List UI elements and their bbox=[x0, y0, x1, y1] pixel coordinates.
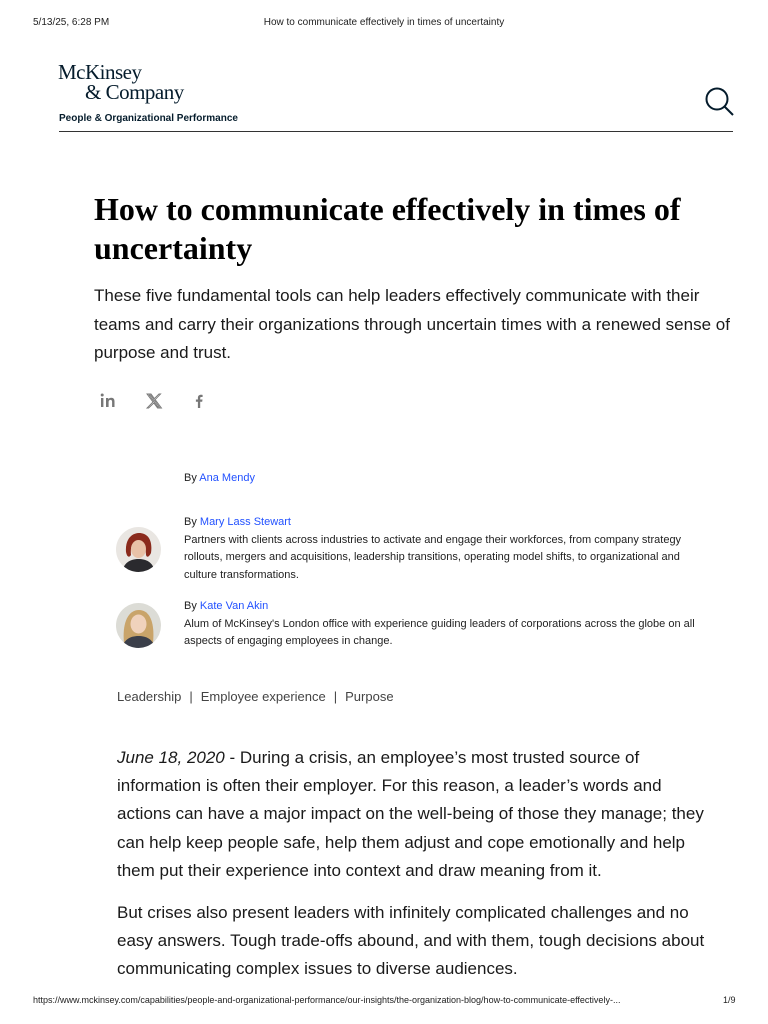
article-body bbox=[117, 744, 717, 998]
brand-logo[interactable] bbox=[58, 62, 184, 102]
search-icon bbox=[702, 85, 736, 119]
author-bio: Alum of McKinsey's London office with experience guiding leaders of corporations across the globe on all aspects of engaging employees in change. bbox=[184, 617, 695, 647]
print-url: https://www.mckinsey.com/capabilities/people-and-organizational-performance/our-insights/the-organization-blog/how-to-communicate-effectively-... bbox=[33, 995, 621, 1005]
facebook-icon bbox=[188, 390, 210, 412]
body-paragraph-2: But crises also present leaders with infinitely complicated challenges and no easy answers. Tough trade-offs abound, and with them, tough decisions about communicating complex issues to diverse audiences. bbox=[117, 903, 705, 979]
by-label: By bbox=[184, 516, 200, 528]
tag-employee-experience[interactable]: Employee experience bbox=[200, 689, 326, 704]
brand-logo-line2: & Company bbox=[85, 80, 184, 104]
article-subtitle: These five fundamental tools can help leaders effectively communicate with their teams and carry their organizations through uncertain times with a renewed sense of purpose and trust. bbox=[94, 286, 730, 362]
print-footer bbox=[0, 995, 768, 1007]
print-doc-title: How to communicate effectively in times of uncertainty bbox=[263, 17, 505, 28]
by-label: By bbox=[184, 472, 200, 484]
mary-lass-stewart-avatar bbox=[116, 527, 161, 572]
linkedin-icon bbox=[98, 390, 120, 412]
body-paragraph bbox=[117, 744, 717, 885]
topic-tags bbox=[117, 689, 394, 704]
author-ana-mendy bbox=[184, 470, 704, 488]
author-byline bbox=[184, 470, 704, 488]
author-byline bbox=[184, 514, 704, 532]
author-byline bbox=[184, 598, 704, 616]
avatar[interactable] bbox=[116, 527, 161, 572]
share-x-button[interactable] bbox=[143, 390, 165, 412]
article-title: How to communicate effectively in times of uncertainty bbox=[94, 191, 681, 266]
print-header bbox=[0, 17, 768, 29]
author-kate-van-akin bbox=[184, 598, 704, 651]
share-facebook-button[interactable] bbox=[188, 390, 210, 412]
x-icon bbox=[143, 390, 165, 412]
avatar[interactable] bbox=[116, 603, 161, 648]
by-label: By bbox=[184, 600, 200, 612]
print-datetime: 5/13/25, 6:28 PM bbox=[33, 17, 110, 28]
author-mary-lass-stewart bbox=[184, 514, 704, 584]
kate-van-akin-avatar bbox=[116, 603, 161, 648]
tag-separator: | bbox=[333, 689, 338, 704]
author-bio: Partners with clients across industries to activate and engage their workforces, from company strategy rollouts, mergers and acquisitions, leadership transitions, operating model shifts, to organizational and culture transformations. bbox=[184, 533, 682, 581]
author-link-kate-van-akin[interactable]: Kate Van Akin bbox=[199, 600, 269, 612]
tag-leadership[interactable]: Leadership bbox=[117, 689, 182, 704]
brand-logo-line1: McKinsey bbox=[58, 60, 142, 84]
tag-purpose[interactable]: Purpose bbox=[345, 689, 394, 704]
section-label[interactable]: People & Organizational Performance bbox=[59, 113, 238, 124]
author-link-ana-mendy[interactable]: Ana Mendy bbox=[199, 472, 255, 484]
search-button[interactable] bbox=[702, 85, 736, 119]
body-paragraph-1-text: During a crisis, an employee’s most trusted source of information is often their employer. For this reason, a leader’s words and actions can have a major impact on the well-being of those they manage; they can help keep people safe, help them adjust and cope emotionally and help them put their experience into context and draw meaning from it. bbox=[117, 748, 704, 880]
share-linkedin-button[interactable] bbox=[98, 390, 120, 412]
article-date: June 18, 2020 bbox=[117, 748, 225, 767]
author-link-mary-lass-stewart[interactable]: Mary Lass Stewart bbox=[199, 516, 291, 528]
date-separator: - bbox=[224, 748, 240, 767]
print-page-number: 1/9 bbox=[723, 995, 736, 1005]
header-divider bbox=[59, 131, 733, 132]
tag-separator: | bbox=[189, 689, 193, 704]
